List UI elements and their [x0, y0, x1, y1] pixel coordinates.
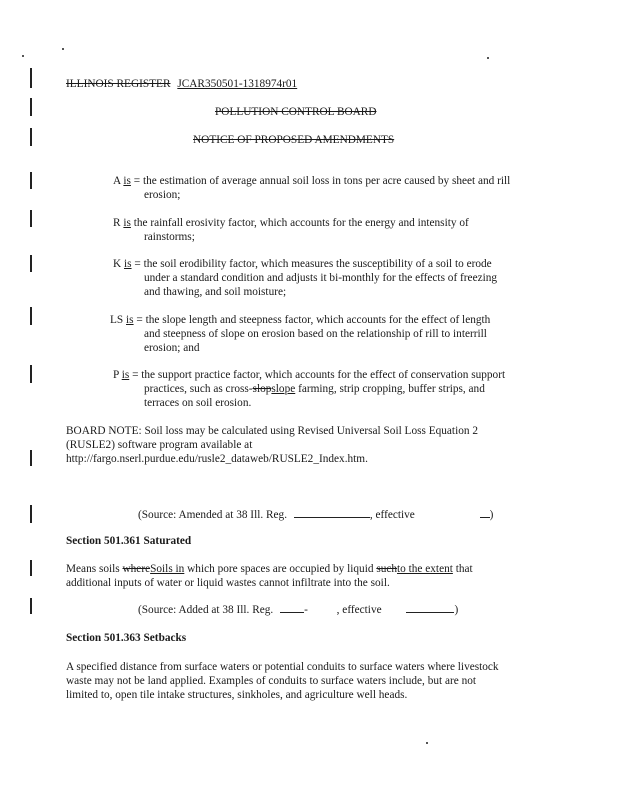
change-bar	[30, 210, 32, 227]
section-363-line3: limited to, open tile intake structures, sinkholes, and agriculture well heads.	[66, 689, 408, 701]
change-bar	[30, 98, 32, 116]
definition-ls: LS is = the slope length and steepness factor, which accounts for the effect of length	[110, 314, 491, 326]
section-361-heading: Section 501.361 Saturated	[66, 535, 192, 547]
change-bar	[30, 450, 32, 466]
scan-speck	[487, 57, 489, 59]
definition-k-cont: under a standard condition and adjusts it bi-monthly for the effects of freezing	[144, 272, 498, 284]
notice-heading: NOTICE OF PROPOSED AMENDMENTS	[193, 134, 395, 146]
change-bar	[30, 307, 32, 325]
change-bar	[30, 365, 32, 383]
definition-r: R is the rainfall erosivity factor, which accounts for the energy and intensity of	[113, 217, 469, 229]
change-bar	[30, 172, 32, 189]
register-title-struck: ILLINOIS REGISTER	[66, 78, 171, 90]
change-bar	[30, 68, 32, 88]
change-bar	[30, 255, 32, 272]
definition-p-cont2: terraces on soil erosion.	[144, 397, 252, 409]
definition-k: K is = the soil erodibility factor, which measures the susceptibility of a soil to erode	[113, 258, 492, 270]
change-bar	[30, 505, 32, 523]
change-bar	[30, 560, 32, 576]
board-note-line2: (RUSLE2) software program available at	[66, 439, 253, 451]
definition-ls-cont2: erosion; and	[144, 342, 200, 354]
rusle2-link[interactable]: http://fargo.nserl.purdue.edu/rusle2_dataweb/RUSLE2_Index.htm.	[66, 453, 368, 465]
section-361-text-cont: additional inputs of water or liquid wastes cannot infiltrate into the soil.	[66, 577, 390, 589]
source-added: (Source: Added at 38 Ill. Reg. - , effective )	[138, 604, 459, 616]
change-bar	[30, 128, 32, 146]
blank-effective-tail	[406, 603, 454, 613]
change-bar	[30, 598, 32, 614]
scan-speck	[62, 48, 64, 50]
blank-reg-page	[280, 603, 304, 613]
board-note-line1: BOARD NOTE: Soil loss may be calculated using Revised Universal Soil Loss Equation 2	[66, 425, 478, 437]
definition-r-cont: rainstorms;	[144, 231, 195, 243]
scan-speck	[426, 742, 428, 744]
source-amended: (Source: Amended at 38 Ill. Reg. , effective )	[138, 509, 494, 521]
board-heading: POLLUTION CONTROL BOARD	[215, 106, 377, 118]
definition-p: P is = the support practice factor, which accounts for the effect of conservation support	[113, 369, 506, 381]
definition-a-cont: erosion;	[144, 189, 181, 201]
section-363-line1: A specified distance from surface waters or potential conduits to surface waters where livestock	[66, 661, 499, 673]
definition-p-cont: practices, such as cross-slopslope farming, strip cropping, buffer strips, and	[144, 383, 485, 395]
section-363-line2: waste may not be land applied. Examples of conduits to surface waters include, but are not	[66, 675, 477, 687]
definition-k-cont2: and thawing, and soil moisture;	[144, 286, 287, 298]
blank-effective-tail	[480, 508, 490, 518]
definition-ls-cont: and steepness of slope on erosion based on the relationship of rill to interrill	[144, 328, 487, 340]
section-361-text: Means soils whereSoils in which pore spaces are occupied by liquid suchto the extent that	[66, 563, 473, 575]
scan-speck	[22, 55, 24, 57]
blank-reg-page	[294, 508, 370, 518]
section-363-heading: Section 501.363 Setbacks	[66, 632, 187, 644]
definition-a: A is = the estimation of average annual soil loss in tons per acre caused by sheet and rill	[113, 175, 511, 187]
register-header	[66, 77, 297, 91]
jcar-code: JCAR350501-1318974r01	[177, 78, 298, 90]
